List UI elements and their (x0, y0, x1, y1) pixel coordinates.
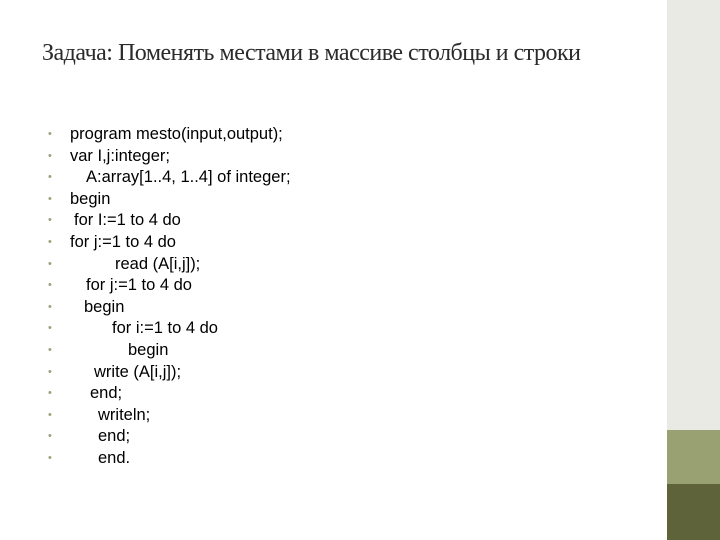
bullet-icon: • (48, 149, 52, 162)
code-line-text: begin (128, 340, 169, 359)
code-line-text: begin (84, 297, 125, 316)
side-bar-light-segment (667, 0, 720, 430)
code-line-text: end. (98, 448, 131, 467)
code-line-text: for I:=1 to 4 do (74, 211, 181, 230)
code-line-text: var I,j:integer; (70, 146, 170, 165)
decorative-side-bar (667, 0, 720, 540)
bullet-icon: • (48, 387, 52, 400)
code-line-text: end; (90, 384, 123, 403)
bullet-icon: • (48, 257, 52, 270)
bullet-icon: • (48, 171, 52, 184)
bullet-icon: • (48, 365, 52, 378)
code-line-text: end; (98, 427, 131, 446)
code-line-text: write (A[i,j]); (94, 362, 182, 381)
bullet-icon: • (48, 279, 52, 292)
code-line-text: read (A[i,j]); (115, 254, 201, 273)
code-line-text: for j:=1 to 4 do (70, 232, 176, 251)
code-line-text: program mesto(input,output); (70, 125, 283, 143)
bullet-icon: • (48, 300, 52, 313)
code-line-text: A:array[1..4, 1..4] of integer; (86, 168, 291, 187)
side-bar-dark-segment (667, 484, 720, 540)
side-bar-olive-segment (667, 430, 720, 484)
bullet-icon: • (48, 430, 52, 443)
bullet-icon: • (48, 214, 52, 227)
bullet-icon: • (48, 451, 52, 464)
bullet-icon: • (48, 235, 52, 248)
code-line-text: writeln; (98, 405, 151, 424)
code-line-text: for j:=1 to 4 do (86, 276, 192, 295)
code-line-text: begin (70, 189, 111, 208)
bullet-icon: • (48, 192, 52, 205)
bullet-icon: • (48, 322, 52, 335)
code-line-text: for i:=1 to 4 do (112, 319, 218, 338)
bullet-icon: • (48, 343, 52, 356)
bullet-icon: • (48, 408, 52, 421)
slide-title: Задача: Поменять местами в массиве столбцы и строки (42, 40, 581, 66)
bullet-icon: • (48, 128, 52, 140)
